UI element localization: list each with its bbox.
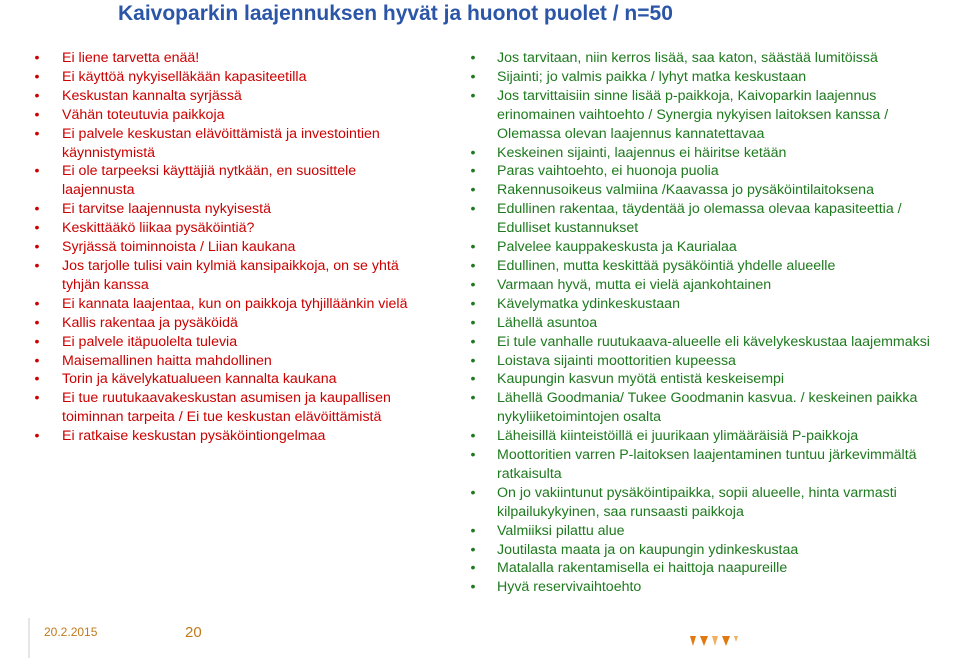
bullet-dot-icon: • (470, 87, 476, 104)
bullet-dot-icon: • (34, 257, 40, 274)
list-item: • Keskeinen sijainti, laajennus ei häiritse ketään (497, 144, 949, 163)
bullet-dot-icon: • (470, 163, 476, 180)
bullet-dot-icon: • (34, 163, 40, 180)
list-item: • Edullinen rakentaa, täydentää jo olemassa olevaa kapasiteettia / Edulliset kustannukset (497, 200, 949, 238)
list-item: • Keskustan kannalta syrjässä (62, 87, 418, 106)
list-item: • Syrjässä toiminnoista / Liian kaukana (62, 238, 418, 257)
bullet-dot-icon: • (34, 428, 40, 445)
bullet-dot-icon: • (34, 295, 40, 312)
list-item: • Moottoritien varren P-laitoksen laajentaminen tuntuu järkevimmältä ratkaisulta (497, 446, 949, 484)
slide-title: Kaivoparkin laajennuksen hyvät ja huonot puolet / n=50 (118, 2, 673, 25)
bullet-dot-icon: • (470, 560, 476, 577)
bullet-dot-icon: • (34, 68, 40, 85)
list-item: • Ei käyttöä nykyiselläkään kapasiteetilla (62, 68, 418, 87)
list-item: • Varmaan hyvä, mutta ei vielä ajankohtainen (497, 276, 949, 295)
bullet-dot-icon: • (34, 390, 40, 407)
bullet-dot-icon: • (34, 333, 40, 350)
bullet-dot-icon: • (470, 390, 476, 407)
list-item: • Kallis rakentaa ja pysäköidä (62, 314, 418, 333)
list-item: • Lähellä Goodmania/ Tukee Goodmanin kasvua. / keskeinen paikka nykyliiketoimintojen osalta (497, 389, 949, 427)
list-item: • Ei palvele keskustan elävöittämistä ja investointien käynnistymistä (62, 125, 418, 163)
bullet-dot-icon: • (34, 371, 40, 388)
page-number: 20 (185, 624, 202, 641)
list-item: • Palvelee kauppakeskusta ja Kaurialaa (497, 238, 949, 257)
list-item: • Vähän toteutuvia paikkoja (62, 106, 418, 125)
bullet-dot-icon: • (470, 352, 476, 369)
list-item: • Jos tarvitaan, niin kerros lisää, saa katon, säästää lumitöissä (497, 49, 949, 68)
list-item: • Hyvä reservivaihtoehto (497, 578, 949, 597)
list-item: • Torin ja kävelykatualueen kannalta kaukana (62, 370, 418, 389)
bullet-dot-icon: • (470, 314, 476, 331)
list-item: • Jos tarvittaisiin sinne lisää p-paikkoja, Kaivoparkin laajennus erinomainen vaihtoehto / Synergia nykyisen laitoksen kanssa / Olemassa olevan laajennus kannatettavaa (497, 87, 949, 144)
list-item: • Valmiiksi pilattu alue (497, 522, 949, 541)
list-item: • Rakennusoikeus valmiina /Kaavassa jo pysäköintilaitoksena (497, 181, 949, 200)
list-item: • Ei tue ruutukaavakeskustan asumisen ja kaupallisen toiminnan tarpeita / Ei tue keskustan elävöittämistä (62, 389, 418, 427)
bullet-dot-icon: • (34, 106, 40, 123)
list-item: • Joutilasta maata ja on kaupungin ydinkeskustaa (497, 541, 949, 560)
list-item: • Jos tarjolle tulisi vain kylmiä kansipaikkoja, on se yhtä tyhjän kanssa (62, 257, 418, 295)
bullet-dot-icon: • (470, 333, 476, 350)
bullet-dot-icon: • (470, 182, 476, 199)
bullet-dot-icon: • (470, 579, 476, 596)
bullet-dot-icon: • (34, 201, 40, 218)
list-item: • Matalalla rakentamisella ei haittoja naapureille (497, 559, 949, 578)
bullet-dot-icon: • (34, 239, 40, 256)
list-item: • Kävelymatka ydinkeskustaan (497, 295, 949, 314)
footer-date: 20.2.2015 (44, 625, 98, 639)
bullet-dot-icon: • (470, 447, 476, 464)
bullet-dot-icon: • (470, 295, 476, 312)
bullet-dot-icon: • (34, 220, 40, 237)
list-item: • Kaupungin kasvun myötä entistä keskeisempi (497, 370, 949, 389)
bullet-dot-icon: • (34, 314, 40, 331)
list-item: • On jo vakiintunut pysäköintipaikka, sopii alueelle, hinta varmasti kilpailukykyinen, saa runsaasti paikkoja (497, 484, 949, 522)
cons-list (34, 49, 418, 446)
bullet-dot-icon: • (34, 87, 40, 104)
footer-divider (28, 618, 30, 658)
list-item: • Ei ratkaise keskustan pysäköintiongelmaa (62, 427, 418, 446)
list-item: • Lähellä asuntoa (497, 314, 949, 333)
bullet-dot-icon: • (34, 352, 40, 369)
bullet-dot-icon: • (34, 125, 40, 142)
bullet-dot-icon: • (470, 68, 476, 85)
bullet-dot-icon: • (470, 239, 476, 256)
pros-list (470, 49, 949, 597)
bullet-dot-icon: • (470, 522, 476, 539)
list-item: • Loistava sijainti moottoritien kupeessa (497, 352, 949, 371)
bullet-dot-icon: • (470, 276, 476, 293)
list-item: • Läheisillä kiinteistöillä ei juurikaan ylimääräisiä P-paikkoja (497, 427, 949, 446)
bullet-dot-icon: • (470, 201, 476, 218)
bullet-dot-icon: • (470, 257, 476, 274)
list-item: • Ei kannata laajentaa, kun on paikkoja tyhjilläänkin vielä (62, 295, 418, 314)
list-item: • Keskittääkö liikaa pysäköintiä? (62, 219, 418, 238)
bullet-dot-icon: • (470, 541, 476, 558)
list-item: • Sijainti; jo valmis paikka / lyhyt matka keskustaan (497, 68, 949, 87)
list-item: • Ei liene tarvetta enää! (62, 49, 418, 68)
list-item: • Ei tule vanhalle ruutukaava-alueelle eli kävelykeskustaa laajemmaksi (497, 333, 949, 352)
list-item: • Paras vaihtoehto, ei huonoja puolia (497, 162, 949, 181)
bullet-dot-icon: • (470, 371, 476, 388)
list-item: • Maisemallinen haitta mahdollinen (62, 352, 418, 371)
bullet-dot-icon: • (470, 484, 476, 501)
list-item: • Ei tarvitse laajennusta nykyisestä (62, 200, 418, 219)
bullet-dot-icon: • (34, 50, 40, 66)
bullet-dot-icon: • (470, 144, 476, 161)
bullet-dot-icon: • (470, 428, 476, 445)
list-item: • Ei ole tarpeeksi käyttäjiä nytkään, en suosittele laajennusta (62, 162, 418, 200)
logo-icon (690, 634, 750, 648)
list-item: • Edullinen, mutta keskittää pysäköintiä yhdelle alueelle (497, 257, 949, 276)
bullet-dot-icon: • (470, 50, 476, 66)
list-item: • Ei palvele itäpuolelta tulevia (62, 333, 418, 352)
